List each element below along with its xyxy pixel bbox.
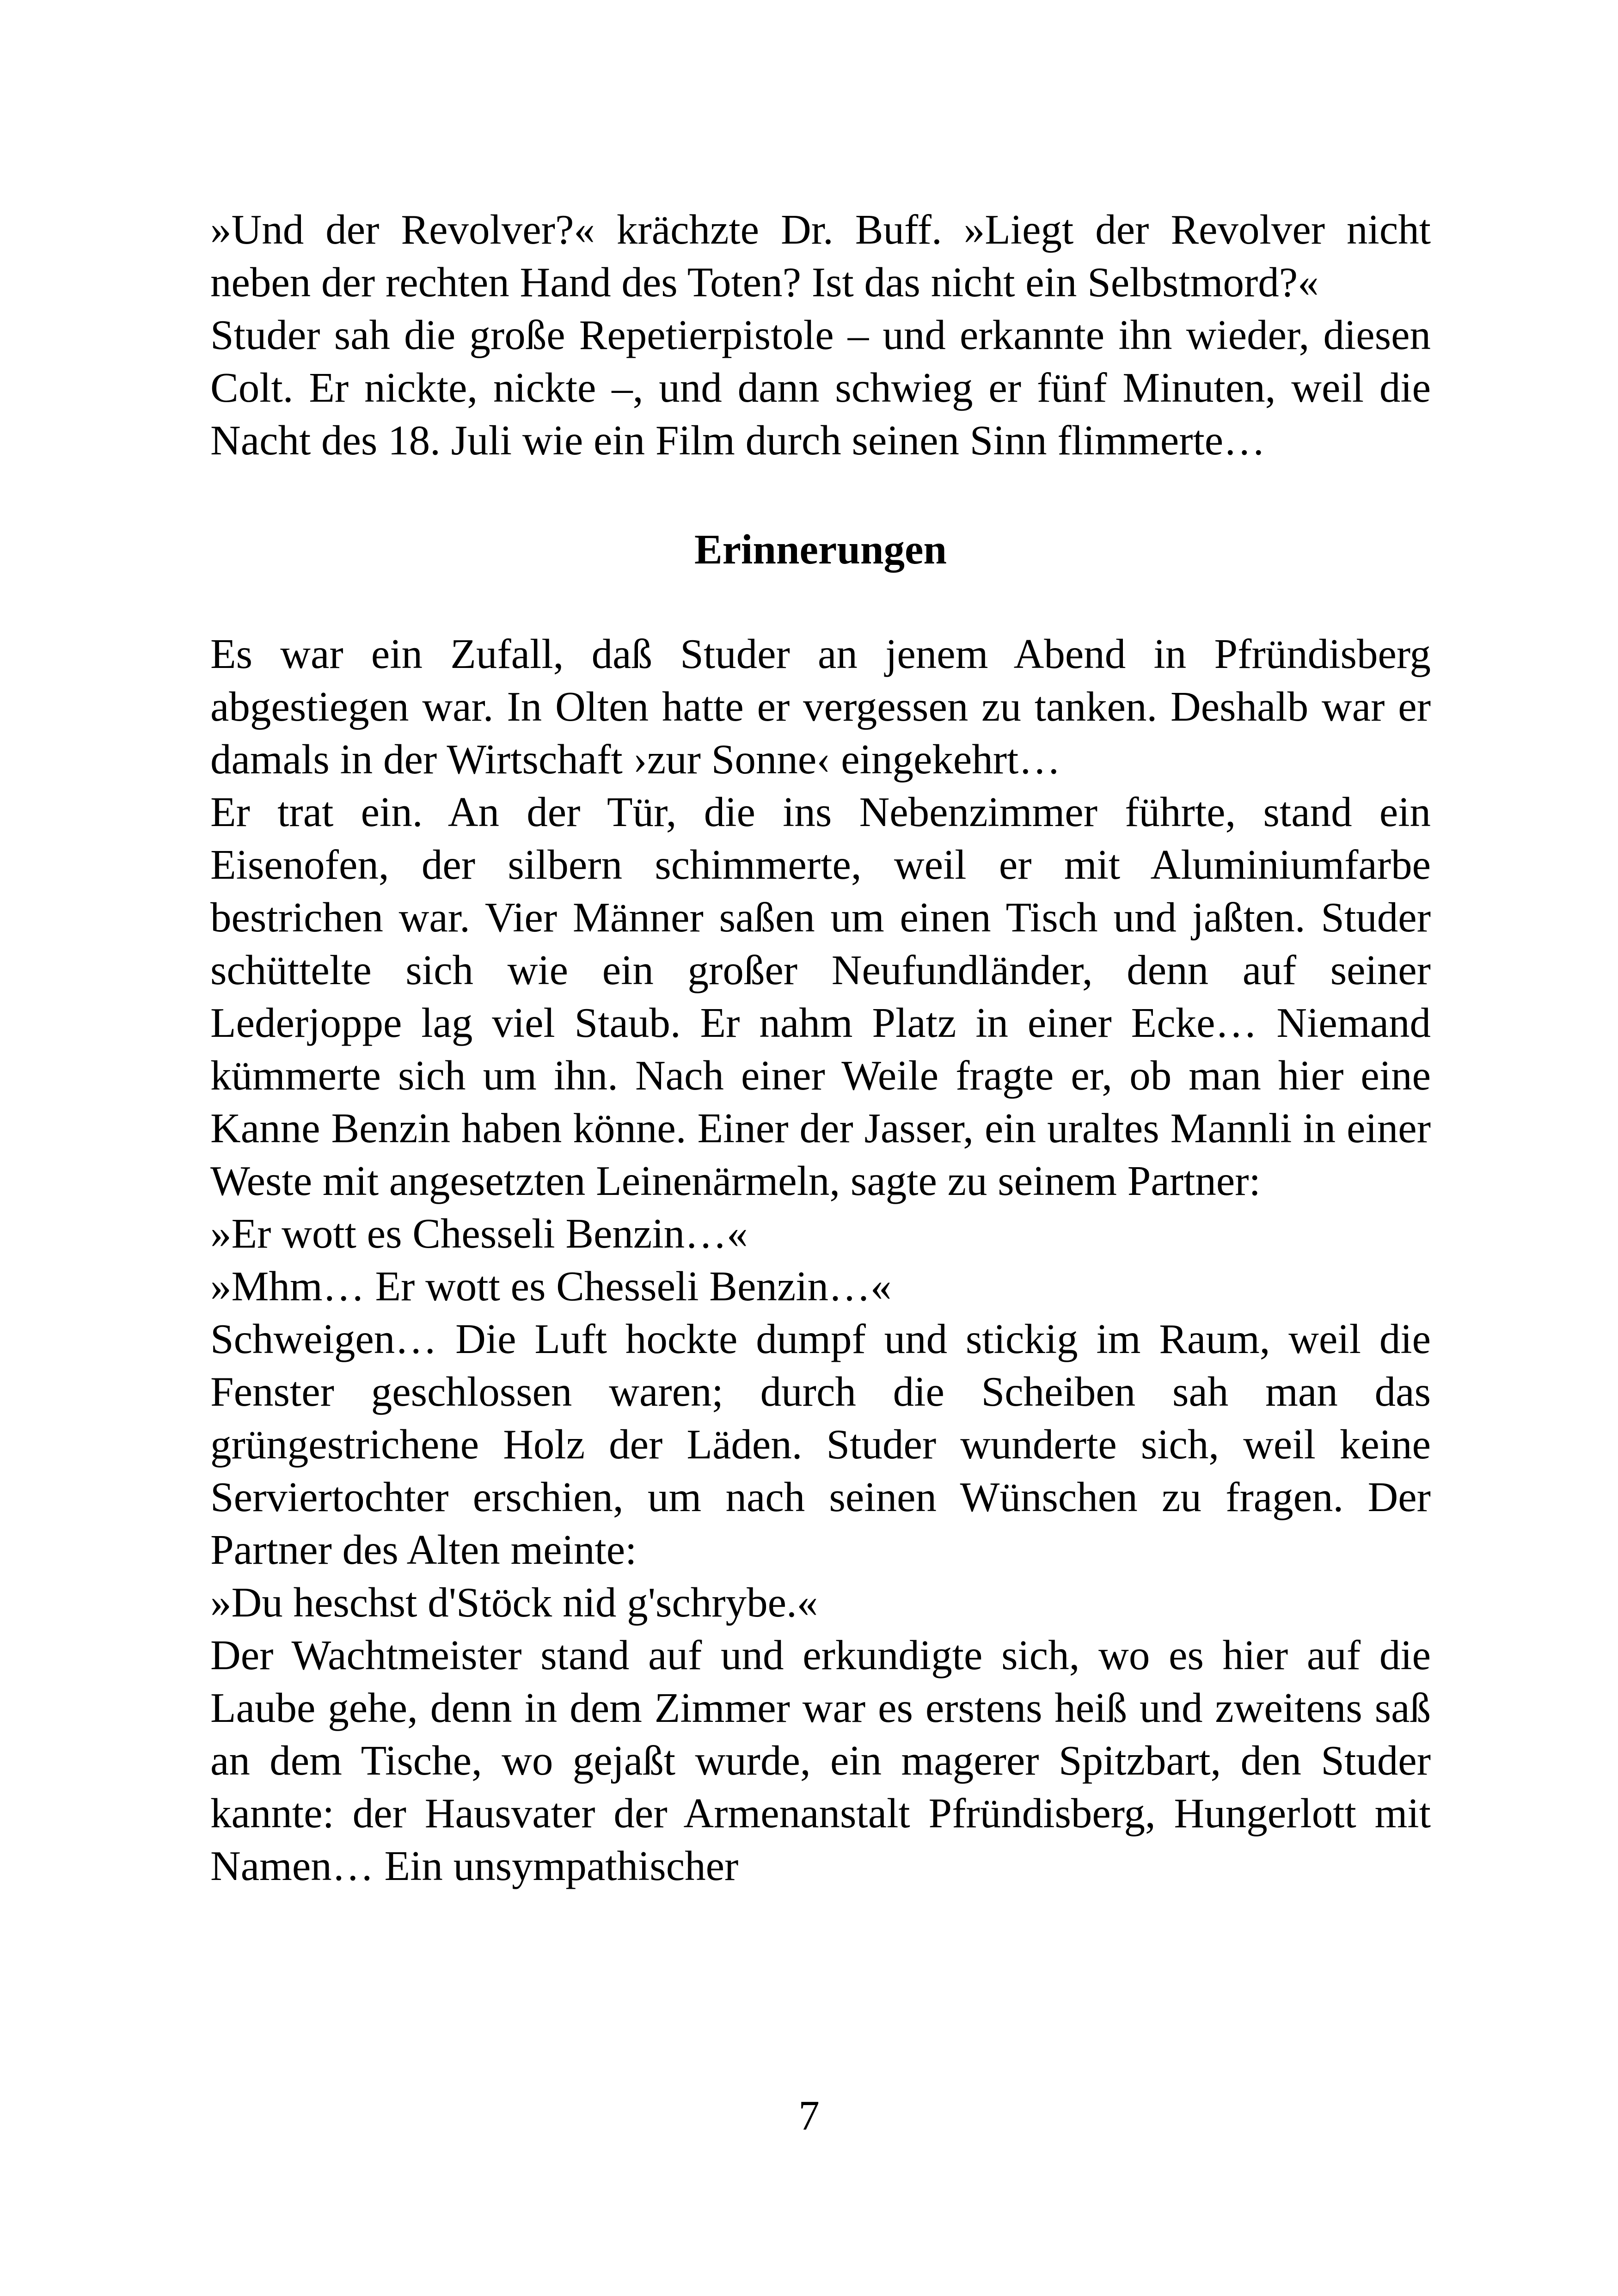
section-spacer	[210, 467, 1431, 523]
paragraph: Er trat ein. An der Tür, die ins Nebenzimmer führte, stand ein Eisenofen, der silbern schimmerte, weil er mit Aluminiumfarbe bestrichen war. Vier Männer saßen um einen Tisch und jaßten. Studer schüttelte sich wie ein großer Neufundländer, denn auf seiner Lederjoppe lag viel Staub. Er nahm Platz in einer Ecke… Niemand kümmerte sich um ihn. Nach einer Weile fragte er, ob man hier eine Kanne Benzin haben könne. Einer der Jasser, ein uraltes Mannli in einer Weste mit angesetzten Leinenärmeln, sagte zu seinem Partner:	[210, 789, 1431, 1204]
paragraph: Studer sah die große Repetierpistole – und erkannte ihn wieder, diesen Colt. Er nickte, nickte –, und dann schwieg er fünf Minuten, weil die Nacht des 18. Juli wie ein Film durch seinen Sinn flimmerte…	[210, 312, 1431, 464]
page-text-block	[210, 203, 1431, 1892]
dialogue-line: »Mhm… Er wott es Chesseli Benzin…«	[210, 1263, 892, 1310]
paragraph: Schweigen… Die Luft hockte dumpf und stickig im Raum, weil die Fenster geschlossen waren; durch die Scheiben sah man das grüngestrichene Holz der Läden. Studer wunderte sich, weil keine Serviertochter erschien, um nach seinen Wünschen zu fragen. Der Partner des Alten meinte:	[210, 1316, 1431, 1573]
section-spacer	[210, 576, 1431, 628]
section-heading: Erinnerungen	[694, 526, 947, 573]
dialogue-line: »Er wott es Chesseli Benzin…«	[210, 1210, 748, 1257]
paragraph: »Und der Revolver?« krächzte Dr. Buff. »Liegt der Revolver nicht neben der rechten Hand des Toten? Ist das nicht ein Selbstmord?«	[210, 206, 1431, 306]
dialogue-line: »Du heschst d'Stöck nid g'schrybe.«	[210, 1579, 818, 1626]
paragraph: Es war ein Zufall, daß Studer an jenem Abend in Pfründisberg abgestiegen war. In Olten hatte er vergessen zu tanken. Deshalb war er damals in der Wirtschaft ›zur Sonne‹ eingekehrt…	[210, 631, 1431, 783]
paragraph: Der Wachtmeister stand auf und erkundigte sich, wo es hier auf die Laube gehe, denn in dem Zimmer war es erstens heiß und zweitens saß an dem Tische, wo gejaßt wurde, ein magerer Spitzbart, den Studer kannte: der Hausvater der Armenanstalt Pfründisberg, Hungerlott mit Namen… Ein unsympathischer	[210, 1632, 1431, 1889]
page-number: 7	[798, 2092, 820, 2139]
